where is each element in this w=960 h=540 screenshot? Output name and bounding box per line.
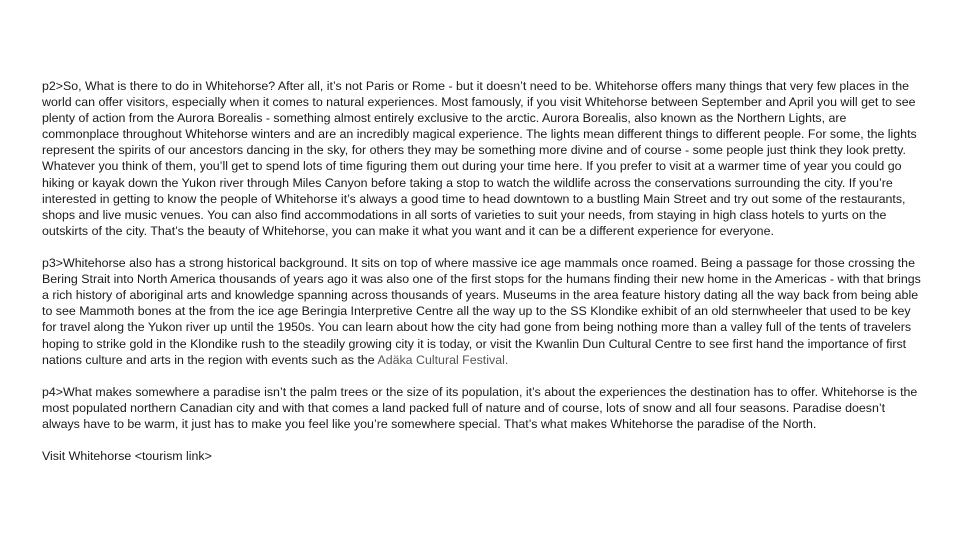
visit-cta: Visit Whitehorse <tourism link>: [42, 449, 212, 464]
paragraph-p2: p2>So, What is there to do in Whitehorse? After all, it’s not Paris or Rome - but it doesn’t need to be. Whitehorse offers many things that very few places in the world can offer visitors, especially when it comes to natural experiences. Most famously, if you visit Whitehorse between September and April you will get to see plenty of action from the Aurora Borealis - something almost entirely exclusive to the arctic. Aurora Borealis, also known as the Northern Lights, are commonplace throughout Whitehorse winters and are an incredibly magical experience. The lights mean different things to different people. For some, the lights represent the spirits of our ancestors dancing in the sky, for others they may be something more divine and of course - some people just think they look pretty. Whatever you think of them, you’ll get to spend lots of time figuring them out during your time here. If you prefer to visit at a warmer time of year you could go hiking or kayak down the Yukon river through Miles Canyon before taking a stop to watch the wildlife across the conservations surrounding the city. If you’re interested in getting to know the people of Whitehorse it’s always a good time to head downtown to a bustling Main Street and try out some of the restaurants, shops and live music venues. You can also find accommodations in all sorts of varieties to suit your needs, from staying in high class hotels to yurts on the outskirts of the city. That’s the beauty of Whitehorse, you can make it what you want and it can be a different experience for everyone.: [42, 79, 917, 238]
paragraph-p3-text: p3>Whitehorse also has a strong historical background. It sits on top of where massive ice age mammals once roamed. Being a passage for those crossing the Bering Strait into North America thousands of years ago it was also one of the first stops for the humans finding their new home in the Americas - with that brings a rich history of aboriginal arts and knowledge spanning across thousands of years. Museums in the area feature history dating all the way back from being able to see Mammoth bones at the from the ice age Beringia Interpretive Centre all the way up to the SS Klondike exhibit of an old sternwheeler that used to be key for travel along the Yukon river up until the 1950s. You can learn about how the city had gone from being nothing more than a valley full of the tents of travelers hoping to strike gold in the Klondike rush to the steadily growing city it is today, or visit the Kwanlin Dun Cultural Centre to see first hand the importance of first nations culture and arts in the region with events such as the: [42, 256, 921, 367]
paragraph-p4: p4>What makes somewhere a paradise isn’t the palm trees or the size of its population, it’s about the experiences the destination has to offer. Whitehorse is the most populated northern Canadian city and with that comes a land packed full of nature and of course, lots of snow and all four seasons. Paradise doesn’t always have to be warm, it just has to make you feel like you’re somewhere special. That’s what makes Whitehorse the paradise of the North.: [42, 384, 918, 431]
paragraph-p3: [42, 255, 922, 368]
festival-link[interactable]: Adäka Cultural Festival.: [377, 352, 509, 367]
slide-body: [42, 78, 922, 480]
